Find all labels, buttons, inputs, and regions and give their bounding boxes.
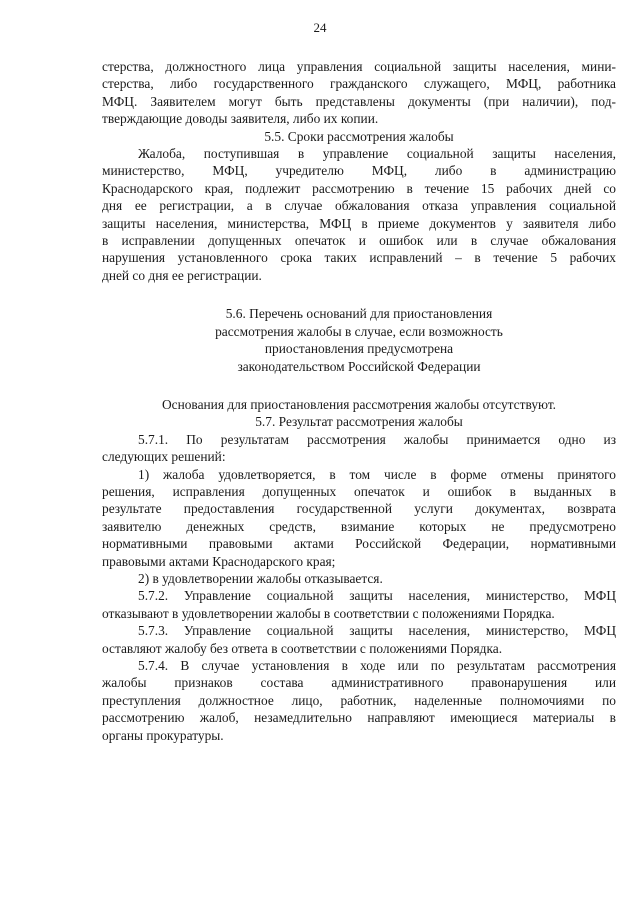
section-heading-5-5: 5.5. Сроки рассмотрения жалобы — [264, 128, 454, 144]
paragraph-5-7-1 — [102, 431, 616, 466]
heading-line: законодательством Российской Федерации — [237, 358, 481, 374]
page-number: 24 — [313, 20, 327, 35]
section-heading-5-7: 5.7. Результат рассмотрения жалобы — [255, 414, 463, 430]
text-line: 5.7.2. Управление социальной защиты населения, министерство, МФЦ — [138, 588, 616, 604]
text-line: 1) жалоба удовлетворяется, в том числе в форме отмены принятого — [138, 466, 616, 482]
text-line: правовыми актами Краснодарского края; — [102, 553, 336, 569]
section-5-6-text: Основания для приостановления рассмотрения жалобы отсутствуют. — [161, 396, 557, 412]
heading-line: приостановления предусмотрена — [264, 341, 454, 357]
paragraph-5-7-3 — [102, 622, 616, 657]
section-5-5-paragraph — [102, 145, 616, 284]
text-line: защиты населения, министерства, МФЦ в приеме документов у заявителя либо — [102, 215, 616, 231]
text-line: преступления должностное лицо, работник, наделенные полномочиями по — [102, 692, 616, 708]
text-line: заявителю денежных средств, взимание которых не предусмотрено — [102, 518, 616, 534]
text-line: 5.7.4. В случае установления в ходе или по результатам рассмотрения — [138, 658, 616, 673]
text-line: тверждающие доводы заявителя, либо их копии. — [102, 111, 379, 127]
text-line: Краснодарского края, подлежит рассмотрению в течение 15 рабочих дней со — [102, 180, 616, 196]
text-line: дней со дня ее регистрации. — [102, 267, 262, 283]
text-line: 5.7.3. Управление социальной защиты населения, министерство, МФЦ — [138, 623, 616, 639]
text-line: результате предоставления государственной услуги документах, возврата — [102, 501, 616, 517]
text-line: органы прокуратуры. — [102, 727, 224, 743]
text-line: Жалоба, поступившая в управление социальной защиты населения, — [138, 146, 616, 162]
text-line: 5.7.1. По результатам рассмотрения жалобы принимается одно из — [138, 431, 616, 447]
section-heading-5-6 — [102, 305, 616, 375]
text-line: стерства, должностного лица управления социальной защиты населения, мини- — [102, 59, 616, 74]
text-line: МФЦ. Заявителем могут быть представлены документы (при наличии), под- — [102, 93, 616, 109]
heading-line: 5.6. Перечень оснований для приостановления — [225, 306, 493, 322]
text-line: нормативными правовыми актами Российской Федерации, нормативными — [102, 536, 616, 552]
intro-paragraph — [102, 58, 616, 128]
paragraph-5-7-4 — [102, 657, 616, 744]
text-line: жалобы признаков состава административного правонарушения или — [102, 675, 616, 691]
heading-line: рассмотрения жалобы в случае, если возможность — [215, 323, 503, 339]
paragraph-decision-2: 2) в удовлетворении жалобы отказывается. — [138, 570, 383, 586]
page-content — [102, 58, 616, 744]
text-line: министерство, МФЦ, учредителю МФЦ, либо в администрацию — [102, 163, 616, 179]
text-line: дня ее регистрации, а в случае обжалования отказа управления социальной — [102, 198, 616, 214]
text-line: отказывают в удовлетворении жалобы в соответствии с положениями Порядка. — [102, 605, 555, 621]
text-line: оставляют жалобу без ответа в соответствии с положениями Порядка. — [102, 640, 503, 656]
text-line: следующих решений: — [102, 449, 226, 465]
paragraph-decision-1 — [102, 466, 616, 570]
text-line: решения, исправления допущенных опечаток и ошибок в выданных в — [102, 483, 616, 499]
text-line: нарушения установленного срока таких исправлений – в течение 5 рабочих — [102, 250, 616, 266]
text-line: стерства, либо государственного гражданского служащего, МФЦ, работника — [102, 76, 616, 92]
text-line: в исправлении допущенных опечаток и ошибок или в случае обжалования — [102, 233, 616, 249]
text-line: рассмотрению жалоб, незамедлительно направляют имеющиеся материалы в — [102, 710, 616, 726]
paragraph-5-7-2 — [102, 587, 616, 622]
